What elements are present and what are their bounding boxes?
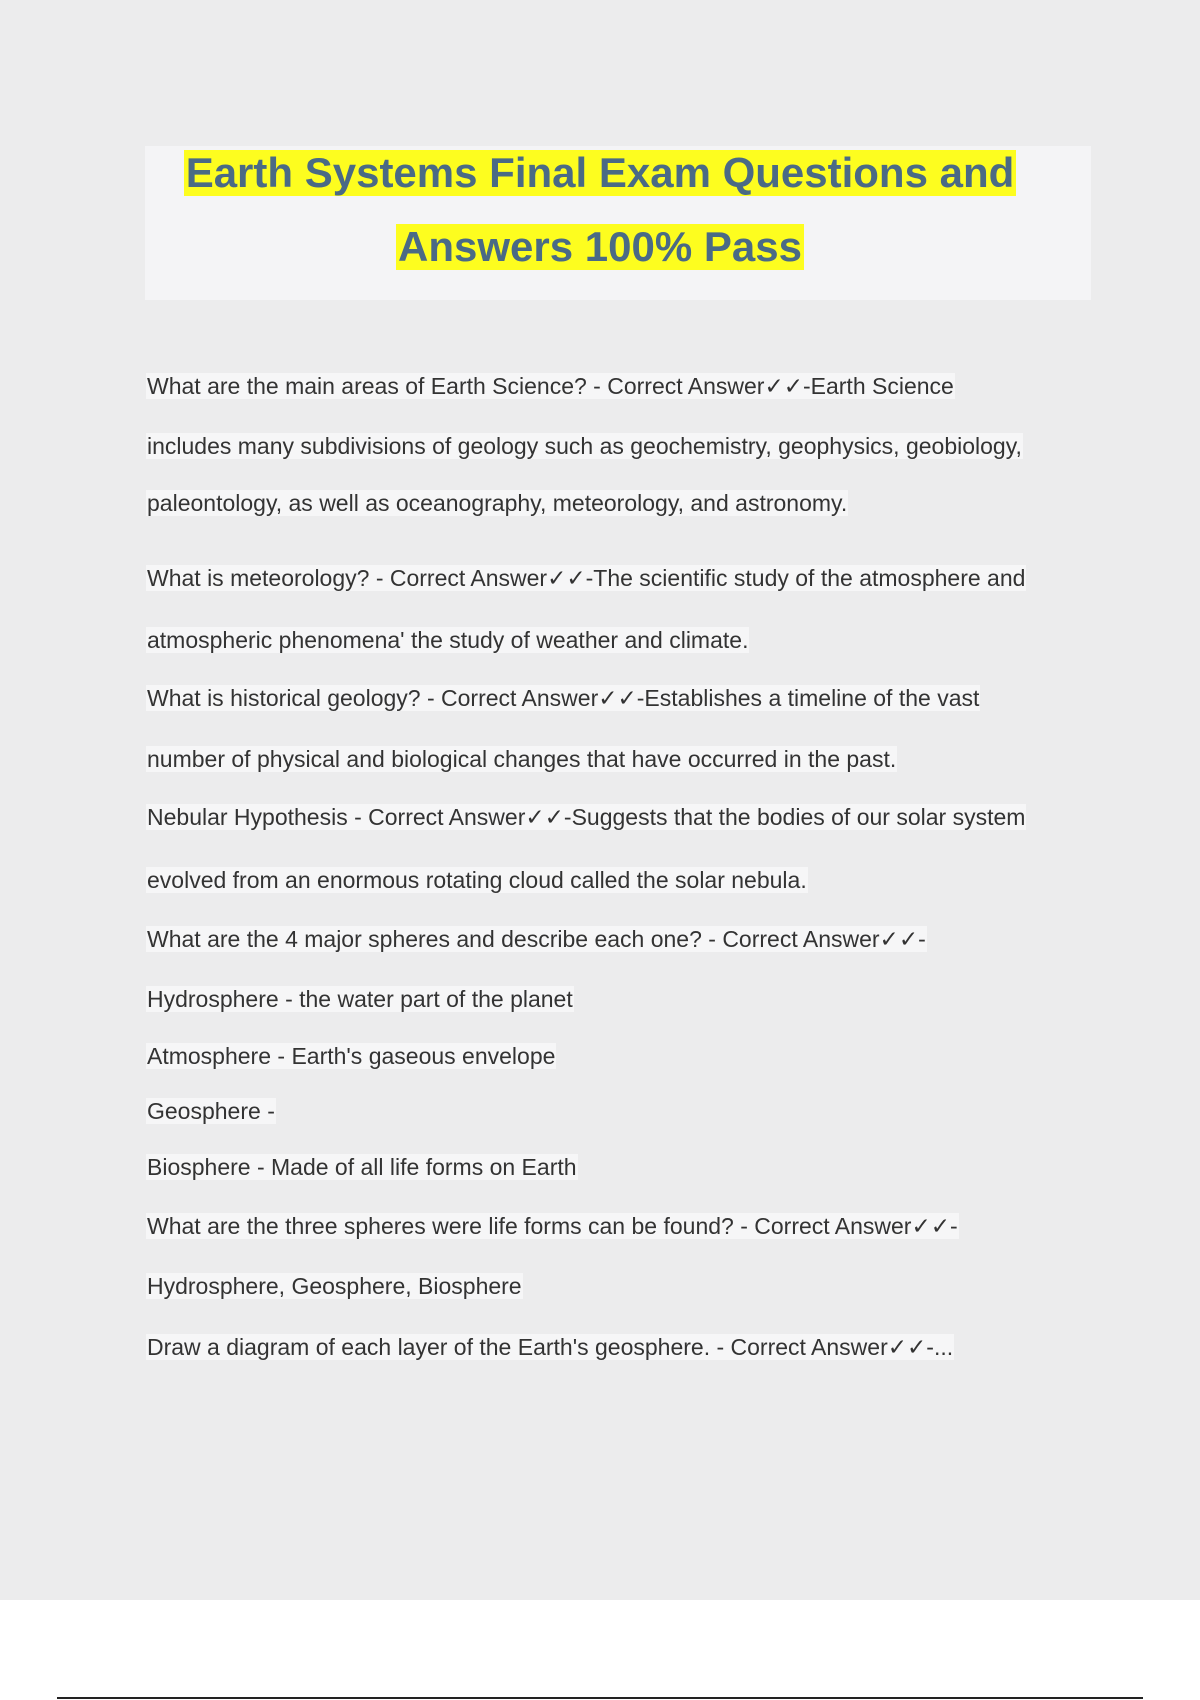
text-line: What are the main areas of Earth Science? - Correct Answer✓✓-Earth Science	[147, 373, 954, 399]
document-title-line-2: Answers 100% Pass	[398, 223, 802, 270]
page-divider	[57, 1697, 1143, 1699]
text-line: Hydrosphere - the water part of the planet	[147, 986, 573, 1012]
title-row-2	[0, 224, 1200, 270]
text-line: number of physical and biological changes that have occurred in the past.	[147, 746, 897, 772]
text-line: Atmosphere - Earth's gaseous envelope	[147, 1043, 556, 1069]
text-line: Hydrosphere, Geosphere, Biosphere	[147, 1273, 522, 1299]
text-line: What is historical geology? - Correct Answer✓✓-Establishes a timeline of the vast	[147, 685, 980, 711]
text-line: What are the 4 major spheres and describe each one? - Correct Answer✓✓-	[147, 926, 926, 952]
text-line: paleontology, as well as oceanography, meteorology, and astronomy.	[147, 490, 848, 516]
text-line: evolved from an enormous rotating cloud called the solar nebula.	[147, 867, 807, 893]
text-line: includes many subdivisions of geology such as geochemistry, geophysics, geobiology,	[147, 433, 1022, 459]
text-line: What is meteorology? - Correct Answer✓✓-The scientific study of the atmosphere and	[147, 565, 1026, 591]
text-line: Nebular Hypothesis - Correct Answer✓✓-Suggests that the bodies of our solar system	[147, 804, 1026, 830]
text-line: atmospheric phenomena' the study of weather and climate.	[147, 627, 749, 653]
text-line: Draw a diagram of each layer of the Earth's geosphere. - Correct Answer✓✓-...	[147, 1334, 954, 1360]
text-line: Biosphere - Made of all life forms on Earth	[147, 1154, 577, 1180]
document-title-line-1: Earth Systems Final Exam Questions and	[185, 149, 1015, 196]
text-line: What are the three spheres were life forms can be found? - Correct Answer✓✓-	[147, 1213, 958, 1239]
text-line: Geosphere -	[147, 1098, 275, 1124]
title-row-1	[0, 146, 1200, 196]
